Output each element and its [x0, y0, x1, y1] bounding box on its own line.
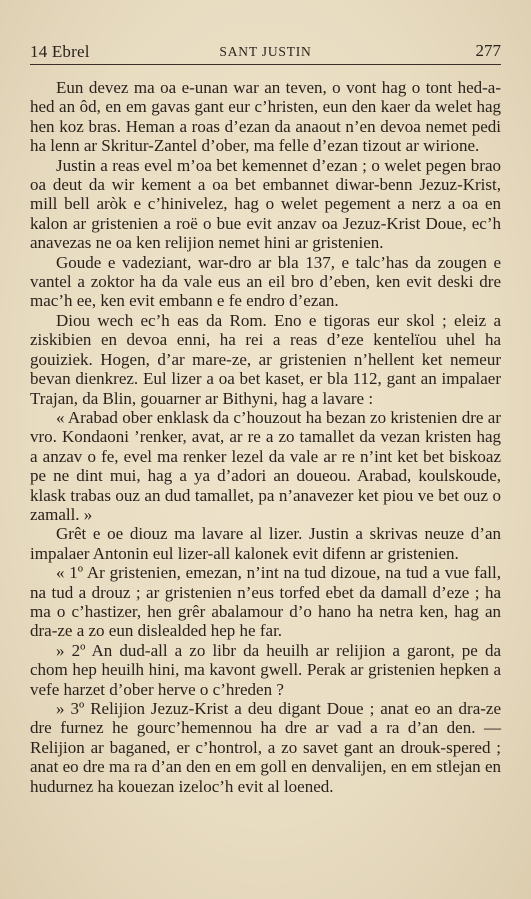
- body-text: [30, 78, 501, 796]
- quoted-paragraph: » 2º An dud-all a zo libr da heuilh ar relijion a garont, pe da chom hep heuilh hini, ma kavont gwell. Perak ar gristenien hepken a vefe harzet d’ober herve o c’hreden ?: [30, 640, 501, 699]
- paragraph: Justin a reas evel m’oa bet kemennet d’ezan ; o welet pegen brao oa deut da wir kement a oa bet embannet diwar-benn Jezuz-Krist, mill bell aròk e c’hinivelez, hag o welet pegement a nerz a oa en kalon ar gristenien a roë o bue evit anzav oa Jezuz-Krist Doue, ec’h anavezas ne oa ken relijion nemet hini ar gristenien.: [30, 155, 501, 253]
- quoted-paragraph: » 3º Relijion Jezuz-Krist a deu digant Doue ; anat eo an dra-ze dre furnez he gourc’hemennou ha dre ar vad a ra d’an den. — Relijion ar baganed, er c’hontrol, a zo savet gant an drouk-spered ; anat eo dre ma ra d’an den en em goll en denvalijen, en em stlejan en hudurnez ha kouezan izeloc’h evit al loened.: [30, 699, 501, 796]
- paragraph: Goude e vadeziant, war-dro ar bla 137, e talc’has da zougen e vantel a zoktor ha da vale eus an eil bro d’eben, ken evit deski dre mac’h ee, ken evit embann e fe endro d’ezan.: [30, 252, 501, 311]
- paragraph: Grêt e oe diouz ma lavare al lizer. Justin a skrivas neuze d’an impalaer Antonin eul lizer-all kalonek evit difenn ar gristenien.: [30, 524, 501, 563]
- paragraph: Eun devez ma oa e-unan war an teven, o vont hag o tont hed-a-hed an ôd, en em gavas gant eur c’hristen, eun den kaer da welet hag hen koz bras. Heman a roas d’ezan da anaout n’en devoa nemet pedi ha lenn ar Skritur-Zantel d’ober, ma felle d’ezan tizout ar wirione.: [30, 78, 501, 156]
- header-rule: [30, 64, 501, 65]
- running-head-date: 14 Ebrel: [30, 42, 90, 61]
- running-head: [30, 42, 501, 64]
- running-head-title: SANT JUSTIN: [219, 44, 312, 59]
- quoted-paragraph: « 1º Ar gristenien, emezan, n’int na tud dizoue, na tud a vue fall, na tud a drouz ; ar gristenien n’eus torfed ebet da damall d’eze ; ha ma o c’hastizer, hen grêr abalamour d’o hano ha netra ken, hag an dra-ze a zo eun dislealded hep he far.: [30, 563, 501, 641]
- page-number: 277: [475, 41, 501, 60]
- paragraph: Diou wech ec’h eas da Rom. Eno e tigoras eur skol ; eleiz a ziskibien en devoa enni, ha rei a reas d’eze kentelïou uhel ha gouiziek. Hogen, d’ar mare-ze, ar gristenien n’hellent ket nemeur bevan dienkrez. Eul lizer a oa bet kaset, er bla 112, gant an impalaer Trajan, da Blin, gouarner ar Bithyni, hag a lavare :: [30, 310, 501, 408]
- quoted-paragraph: « Arabad ober enklask da c’houzout ha bezan zo kristenien dre ar vro. Kondaoni ’renker, avat, ar re a zo tamallet da vezan kristen hag a anzav o fe, evel ma renker lezel da vale ar re n’int ket bet biskoaz pe ne dint mui, hag a ya d’adori an doueou. Arabad, koulskoude, klask trabas ouz an dud tamallet, pa n’anavezer ket piou ve bet ouz o zamall. »: [30, 407, 501, 524]
